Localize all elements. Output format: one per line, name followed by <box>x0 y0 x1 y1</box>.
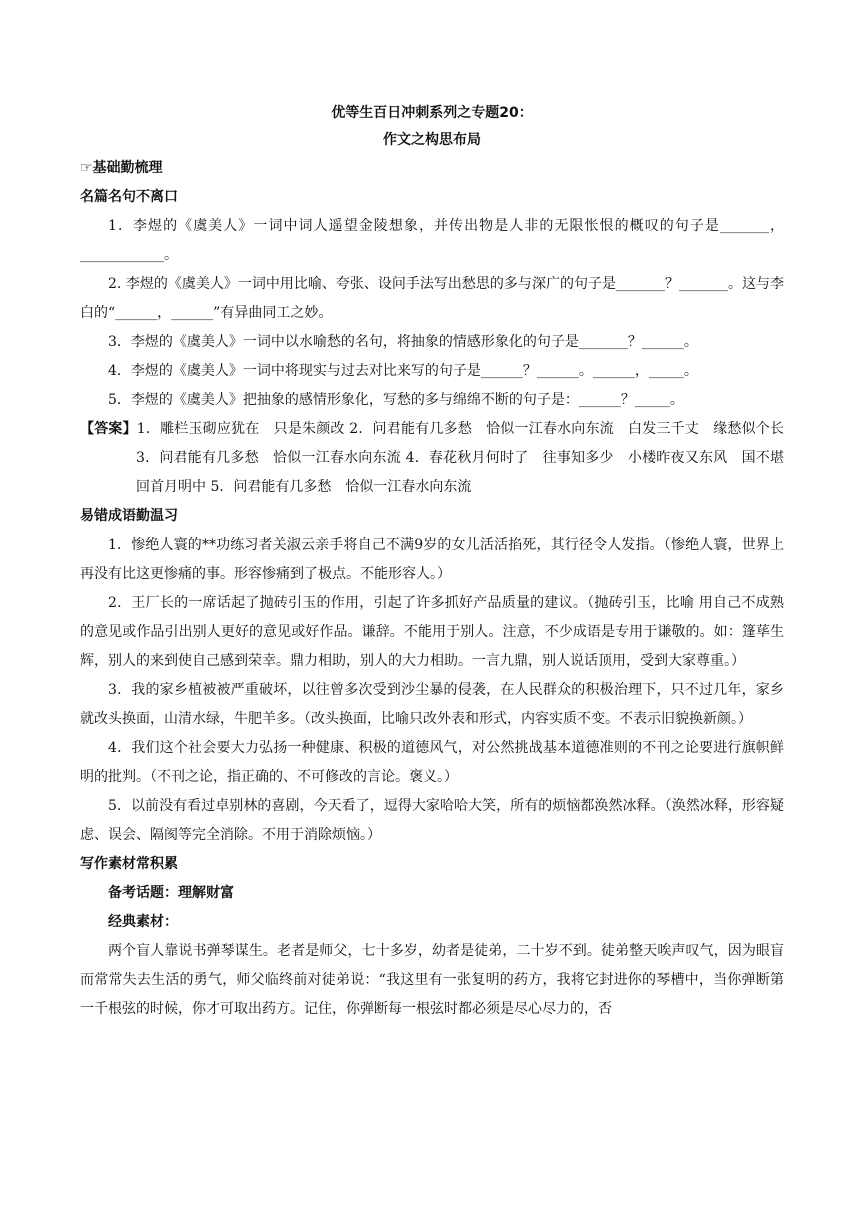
document-title-line1: 优等生百日冲刺系列之专题20： <box>331 105 533 121</box>
idiom-item: 1．惨绝人寰的**功练习者关淑云亲手将自己不满9岁的女儿活活掐死，其行径令人发指。（惨绝人寰，世界上再没有比这更惨痛的事。形容惨痛到了极点。不能形容人。） <box>80 537 784 582</box>
famous-item: 5．李煜的《虞美人》把抽象的感情形象化，写愁的多与绵绵不断的句子是：______？_____。 <box>108 392 684 408</box>
classic-material-label: 经典素材： <box>108 914 178 930</box>
answer-block <box>80 415 784 502</box>
topic-label: 备考话题：理解财富 <box>108 885 234 901</box>
idiom-item: 4．我们这个社会要大力弘扬一种健康、积极的道德风气，对公然挑战基本道德准则的不刊之论要进行旗帜鲜明的批判。（不刊之论，指正确的、不可修改的言论。褒义。） <box>80 740 784 785</box>
section-basic-heading: ☞基础勤梳理 <box>80 160 163 176</box>
famous-item: 3．李煜的《虞美人》一词中以水喻愁的名句，将抽象的情感形象化的句子是_______？______。 <box>108 334 698 350</box>
famous-item: 1．李煜的《虞美人》一词中词人遥望金陵想象，并传出物是人非的无限怅恨的概叹的句子是_______，____________。 <box>80 218 784 263</box>
document-page <box>80 100 784 1024</box>
section-idioms-heading: 易错成语勤温习 <box>80 508 178 524</box>
section-writing-heading: 写作素材常积累 <box>80 856 178 872</box>
idiom-item: 3．我的家乡植被被严重破坏，以往曾多次受到沙尘暴的侵袭，在人民群众的积极治理下，只不过几年，家乡就改头换面，山清水绿，牛肥羊多。（改头换面，比喻只改外表和形式，内容实质不变。不表示旧貌换新颜。） <box>80 682 784 727</box>
story-paragraph: 两个盲人靠说书弹琴谋生。老者是师父，七十多岁，幼者是徒弟，二十岁不到。徒弟整天唉声叹气，因为眼盲而常常失去生活的勇气，师父临终前对徒弟说：“我这里有一张复明的药方，我将它封进你的琴槽中，当你弹断第一千根弦的时候，你才可取出药方。记住，你弹断每一根弦时都必须是尽心尽力的，否 <box>80 943 784 1017</box>
idiom-item: 2．王厂长的一席话起了抛砖引玉的作用，引起了许多抓好产品质量的建议。（抛砖引玉，比喻 用自己不成熟的意见或作品引出别人更好的意见或好作品。谦辞。不能用于别人。注意，不少成语是专用于谦敬的。如：篷荜生辉，别人的来到使自己感到荣幸。鼎力相助，别人的大力相助。一言九鼎，别人说话顶用，受到大家尊重。） <box>80 595 784 669</box>
idiom-item: 5．以前没有看过卓别林的喜剧，今天看了，逗得大家哈哈大笑，所有的烦恼都涣然冰释。（涣然冰释，形容疑虑、误会、隔阂等完全消除。不用于消除烦恼。） <box>80 798 784 843</box>
section-famous-heading: 名篇名句不离口 <box>80 189 178 205</box>
answer-text: 1．雕栏玉砌应犹在 只是朱颜改 2．问君能有几多愁 恰似一江春水向东流 白发三千丈 缘愁似个长 3．问君能有几多愁 恰似一江春水向东流 4．春花秋月何时了 往事知多少 小楼昨夜又东风 国不堪回首月明中 5．问君能有几多愁 恰似一江春水向东流 <box>136 421 784 495</box>
document-title-line2: 作文之构思布局 <box>383 132 481 148</box>
famous-item: 4．李煜的《虞美人》一词中将现实与过去对比来写的句子是______？______。______，_____。 <box>108 363 698 379</box>
famous-item: 2. 李煜的《虞美人》一词中用比喻、夸张、设问手法写出愁思的多与深广的句子是_______？_______。这与李白的“______，______”有异曲同工之妙。 <box>80 276 784 321</box>
answer-label: 【答案】 <box>80 421 137 437</box>
